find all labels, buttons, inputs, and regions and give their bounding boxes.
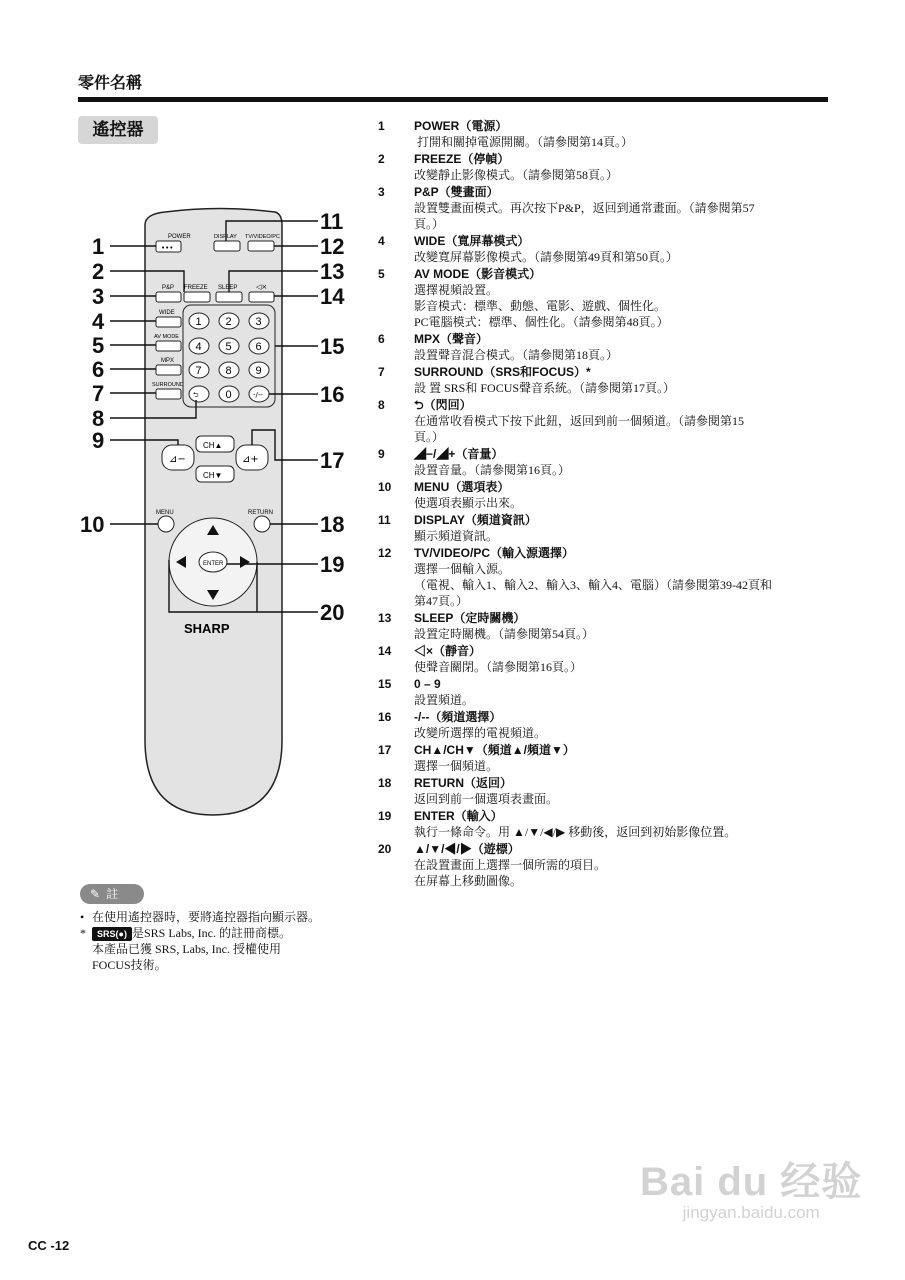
mute-icon: ◁×: [256, 283, 268, 291]
dash-label: -/--: [253, 391, 263, 399]
item-title: AV MODE（影音模式）: [414, 267, 542, 281]
callout-number: 17: [320, 448, 345, 473]
item-description: 顯示頻道資訊。: [414, 529, 499, 543]
enter-label: ENTER: [203, 561, 224, 567]
srs-focus-logo: SRS(●): [92, 927, 132, 941]
vol-minus-label: ⊿−: [169, 454, 186, 465]
flashback-label: ⮌: [193, 391, 199, 399]
digit-key-label: 5: [225, 341, 232, 353]
bullet-icon: •: [80, 910, 85, 924]
mute-button: [249, 292, 274, 302]
item-number: 18: [378, 776, 392, 790]
item-description: 設置定時關機。（請參閱第54頁。）: [414, 627, 595, 641]
pp-label: P&P: [162, 285, 175, 291]
callout-number: 4: [92, 309, 105, 334]
callout-number: 3: [92, 284, 105, 309]
item-description: 打開和關掉電源開關。（請參閱第14頁。）: [414, 135, 634, 149]
page-header-title: 零件名稱: [78, 73, 143, 92]
list-item: [378, 512, 818, 544]
item-title: RETURN（返回）: [414, 776, 512, 790]
item-description: 改變寬屏幕影像模式。（請參閱第49頁和第50頁。）: [414, 250, 679, 264]
item-title: DISPLAY（頻道資訊）: [414, 513, 537, 527]
item-description: 設 置 SRS和 FOCUS聲音系統。（請參閱第17頁。）: [414, 381, 676, 395]
item-title: WIDE（寬屏幕模式）: [414, 234, 530, 248]
callout-number: 2: [92, 259, 105, 284]
callout-number: 20: [320, 600, 345, 625]
item-description: 設置頻道。: [414, 693, 475, 707]
sleep-button: [216, 292, 242, 302]
list-item: [378, 151, 818, 183]
digit-key-label: 3: [255, 316, 262, 328]
item-number: 17: [378, 743, 392, 757]
item-number: 2: [378, 152, 385, 166]
item-number: 14: [378, 644, 392, 658]
digit-key-label: 7: [195, 365, 202, 377]
item-title: 0 – 9: [414, 677, 441, 691]
callout-number: 14: [320, 284, 345, 309]
callout-number: 6: [92, 357, 105, 382]
return-button: [254, 516, 270, 532]
ch-down-label: CH▼: [203, 471, 223, 480]
digit-key-label: 1: [195, 316, 202, 328]
watermark-url: jingyan.baidu.com: [682, 1203, 820, 1222]
callout-number: 9: [92, 428, 105, 453]
item-title: SLEEP（定時關機）: [414, 611, 526, 625]
vol-plus-label: ⊿+: [242, 454, 259, 465]
item-list: [378, 118, 818, 890]
item-number: 16: [378, 710, 392, 724]
item-description: 選擇視頻設置。 影音模式：標準、動態、電影、遊戲、個性化。 PC電腦模式：標準、個性化。（請參閱第48頁。）: [414, 283, 669, 329]
item-title: POWER（電源）: [414, 119, 508, 133]
item-number: 10: [378, 480, 392, 494]
item-description: 選擇一個頻道。: [414, 759, 499, 773]
digit-key-label: 4: [195, 341, 202, 353]
item-title: ◢−/◢+（音量）: [414, 447, 504, 461]
power-label: POWER: [168, 234, 191, 240]
surround-label: SURROUND: [152, 382, 184, 388]
list-item: [378, 397, 818, 445]
list-item: [378, 742, 818, 774]
surround-button: [156, 389, 181, 399]
item-number: 3: [378, 185, 385, 199]
callout-number: 19: [320, 552, 345, 577]
item-number: 8: [378, 398, 385, 412]
note-title: 註: [106, 887, 119, 901]
list-item: [378, 184, 818, 232]
item-description: 返回到前一個選項表畫面。: [414, 792, 559, 806]
callout-number: 8: [92, 406, 105, 431]
list-item: [378, 233, 818, 265]
tv-video-pc-label: TV/VIDEO/PC: [245, 234, 280, 240]
item-title: SURROUND（SRS和FOCUS）*: [414, 365, 591, 379]
item-description: 設置音量。（請參閱第16頁。）: [414, 463, 571, 477]
item-number: 19: [378, 809, 392, 823]
page-number: CC -12: [28, 1238, 70, 1253]
note-bullet-text: 在使用遙控器時，要將遙控器指向顯示器。: [92, 910, 321, 924]
notes: [80, 909, 380, 973]
freeze-button: [184, 292, 210, 302]
item-description: 改變所選擇的電視頻道。: [414, 726, 547, 740]
list-item: [378, 610, 818, 642]
list-item: [378, 643, 818, 675]
callout-number: 15: [320, 334, 345, 359]
callout-number: 11: [320, 209, 344, 234]
list-item: [378, 709, 818, 741]
list-item: [378, 479, 818, 511]
item-title: ▲/▼/◀/▶（遊標）: [414, 842, 520, 856]
item-number: 15: [378, 677, 392, 691]
list-item: [378, 808, 818, 840]
item-number: 7: [378, 365, 385, 379]
item-number: 1: [378, 119, 385, 133]
callout-number: 12: [320, 234, 345, 259]
remote-control-illustration: [70, 200, 360, 820]
item-description: 執行一條命令。用 ▲/▼/◀/▶ 移動後，返回到初始影像位置。: [414, 825, 737, 839]
pencil-icon: ✎: [90, 887, 101, 901]
watermark-brand: Bai du 经验: [640, 1160, 863, 1204]
av-mode-button: [156, 341, 181, 351]
display-button: [214, 241, 240, 251]
item-title: TV/VIDEO/PC（輸入源選擇）: [414, 546, 575, 560]
wide-label: WIDE: [159, 310, 175, 316]
freeze-label: FREEZE: [184, 285, 208, 291]
menu-label: MENU: [156, 510, 174, 516]
item-title: ⮌（閃回）: [414, 398, 472, 412]
item-number: 13: [378, 611, 392, 625]
callout-number: 18: [320, 512, 345, 537]
item-description: 使選項表顯示出來。: [414, 496, 523, 510]
section-title: 遙控器: [78, 116, 158, 144]
list-item: [378, 545, 818, 609]
digit-key-label: 2: [225, 316, 232, 328]
digit-key-label: 0: [225, 389, 232, 401]
digit-key-label: 8: [225, 365, 232, 377]
callout-number: 7: [92, 381, 105, 406]
callout-number: 5: [92, 333, 105, 358]
av-mode-label: AV MODE: [154, 334, 179, 340]
list-item: [378, 331, 818, 363]
header-rule: [78, 97, 828, 102]
note-trademark-text: 是SRS Labs, Inc. 的註冊商標。: [132, 926, 292, 940]
list-item: [378, 118, 818, 150]
item-title: ENTER（輸入）: [414, 809, 503, 823]
item-title: MPX（聲音）: [414, 332, 489, 346]
list-item: [378, 446, 818, 478]
item-number: 6: [378, 332, 385, 346]
item-description: 在通常收看模式下按下此鈕，返回到前一個頻道。（請參閱第15 頁。）: [414, 414, 745, 444]
digit-key-label: 6: [255, 341, 262, 353]
tv-video-pc-button: [248, 241, 274, 251]
list-item: [378, 841, 818, 889]
item-title: P&P（雙畫面）: [414, 185, 499, 199]
item-description: 設置雙畫面模式。再次按下P&P，返回到通常畫面。（請參閱第57 頁。）: [414, 201, 755, 231]
item-number: 5: [378, 267, 385, 281]
item-description: 設置聲音混合模式。（請參閱第18頁。）: [414, 348, 619, 362]
callout-number: 16: [320, 382, 345, 407]
asterisk-icon: *: [80, 926, 86, 940]
item-title: -/--（頻道選擇）: [414, 710, 502, 724]
power-dots: •••: [161, 244, 174, 252]
note-license: 本產品已獲 SRS, Labs, Inc. 授權使用 FOCUS技術。: [92, 942, 282, 973]
mpx-button: [156, 365, 181, 375]
item-description: 改變靜止影像模式。（請參閱第58頁。）: [414, 168, 619, 182]
item-title: ◁×（靜音）: [414, 644, 482, 658]
item-description: 在設置畫面上選擇一個所需的項目。 在屏幕上移動圖像。: [414, 858, 607, 888]
callout-number: 10: [80, 512, 105, 537]
list-item: [378, 676, 818, 708]
ch-up-label: CH▲: [203, 441, 223, 450]
pp-button: [156, 292, 181, 302]
watermark: [640, 1150, 862, 1223]
list-item: [378, 775, 818, 807]
item-number: 11: [378, 513, 391, 527]
item-number: 9: [378, 447, 385, 461]
item-number: 12: [378, 546, 392, 560]
flashback-button: [189, 386, 209, 402]
callout-number: 1: [92, 234, 105, 259]
digit-key-label: 9: [255, 365, 262, 377]
note-bullet: [80, 909, 380, 925]
note-trademark: [80, 925, 380, 941]
display-label: DISPLAY: [214, 234, 237, 240]
return-label: RETURN: [248, 510, 273, 516]
item-title: CH▲/CH▼（頻道▲/頻道▼）: [414, 743, 575, 757]
list-item: [378, 364, 818, 396]
note-tab: [80, 884, 144, 904]
item-number: 20: [378, 842, 392, 856]
item-number: 4: [378, 234, 385, 248]
list-item: [378, 266, 818, 330]
brand-logo: SHARP: [184, 621, 230, 636]
item-title: MENU（選項表）: [414, 480, 510, 494]
item-title: FREEZE（停幀）: [414, 152, 510, 166]
item-description: 選擇一個輸入源。 （電視、輸入1、輸入2、輸入3、輸入4、電腦）（請參閱第39-42頁和 第47頁。）: [414, 562, 772, 608]
callout-number: 13: [320, 259, 345, 284]
menu-button: [158, 516, 174, 532]
wide-button: [156, 317, 181, 327]
mpx-label: MPX: [161, 358, 175, 364]
item-description: 使聲音關閉。（請參閱第16頁。）: [414, 660, 583, 674]
sleep-label: SLEEP: [218, 285, 238, 291]
